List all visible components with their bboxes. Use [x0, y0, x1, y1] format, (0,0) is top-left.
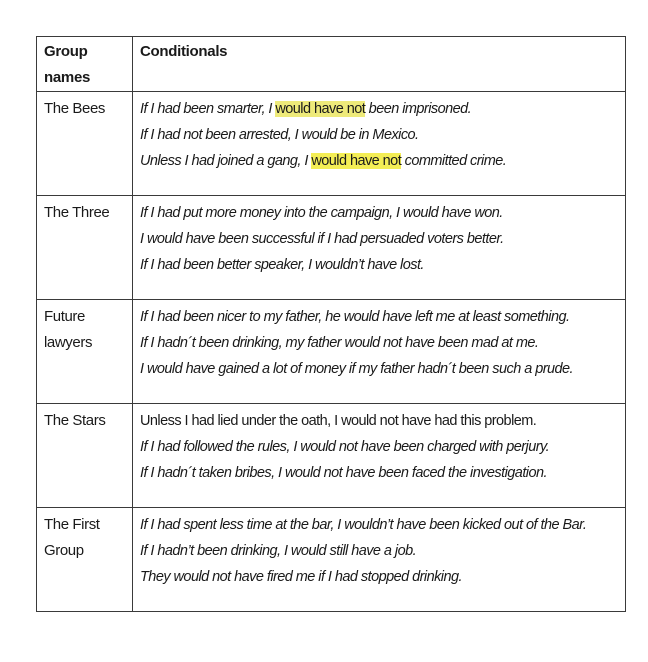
conditional-sentence: If I hadn´t taken bribes, I would not have been faced the investigation. — [140, 465, 547, 481]
conditional-sentence: If I hadn´t been drinking, my father would not have been mad at me. — [140, 335, 539, 351]
sentence-text: Unless I had joined a gang, I — [140, 153, 312, 169]
header-conditionals-label: Conditionals — [140, 43, 228, 60]
conditionals-cell — [133, 508, 626, 612]
group-cell — [37, 196, 133, 300]
group-name: The Stars — [44, 412, 106, 429]
table-row — [37, 508, 626, 612]
conditional-sentence — [140, 96, 625, 122]
conditional-sentence: They would not have fired me if I had stopped drinking. — [140, 569, 462, 585]
conditional-sentence: If I had spent less time at the bar, I wouldn’t have been kicked out of the Bar. — [140, 517, 587, 533]
sentence-text: committed crime. — [401, 153, 507, 169]
group-name-line-2: lawyers — [44, 334, 93, 351]
group-cell — [37, 508, 133, 612]
conditional-sentence: I would have been successful if I had persuaded voters better. — [140, 231, 504, 247]
header-group-line-2: names — [44, 69, 91, 86]
group-name-line-1: The First — [44, 516, 100, 533]
group-name: The Three — [44, 204, 110, 221]
conditional-sentence: If I had followed the rules, I would not have been charged with perjury. — [140, 439, 550, 455]
header-group-line-1: Group — [44, 43, 88, 60]
highlighted-phrase: would have not — [275, 101, 366, 117]
table-row — [37, 404, 626, 508]
sentence-text: been imprisoned. — [365, 101, 472, 117]
conditionals-cell — [133, 300, 626, 404]
conditionals-cell — [133, 196, 626, 300]
header-conditionals — [133, 37, 626, 92]
conditional-sentence: If I had been nicer to my father, he would have left me at least something. — [140, 309, 570, 325]
group-name-line-2: Group — [44, 542, 84, 559]
conditionals-cell — [133, 404, 626, 508]
conditional-sentence: If I had been better speaker, I wouldn’t have lost. — [140, 257, 424, 273]
conditionals-cell — [133, 92, 626, 196]
table-row — [37, 300, 626, 404]
conditional-sentence: If I had not been arrested, I would be in Mexico. — [140, 127, 419, 143]
group-name-line-1: Future — [44, 308, 85, 325]
conditionals-table — [36, 36, 626, 612]
conditional-sentence: Unless I had lied under the oath, I would not have had this problem. — [140, 413, 537, 429]
group-cell — [37, 404, 133, 508]
group-name: The Bees — [44, 100, 106, 117]
highlighted-phrase: would have not — [311, 153, 402, 169]
conditional-sentence: If I hadn’t been drinking, I would still have a job. — [140, 543, 417, 559]
group-cell — [37, 300, 133, 404]
conditional-sentence: I would have gained a lot of money if my father hadn´t been such a prude. — [140, 361, 574, 377]
table-row — [37, 196, 626, 300]
conditional-sentence: If I had put more money into the campaign, I would have won. — [140, 205, 503, 221]
table-row — [37, 92, 626, 196]
header-group-names — [37, 37, 133, 92]
sentence-text: If I had been smarter, I — [140, 101, 276, 117]
group-cell — [37, 92, 133, 196]
table-header-row — [37, 37, 626, 92]
conditional-sentence — [140, 148, 625, 174]
